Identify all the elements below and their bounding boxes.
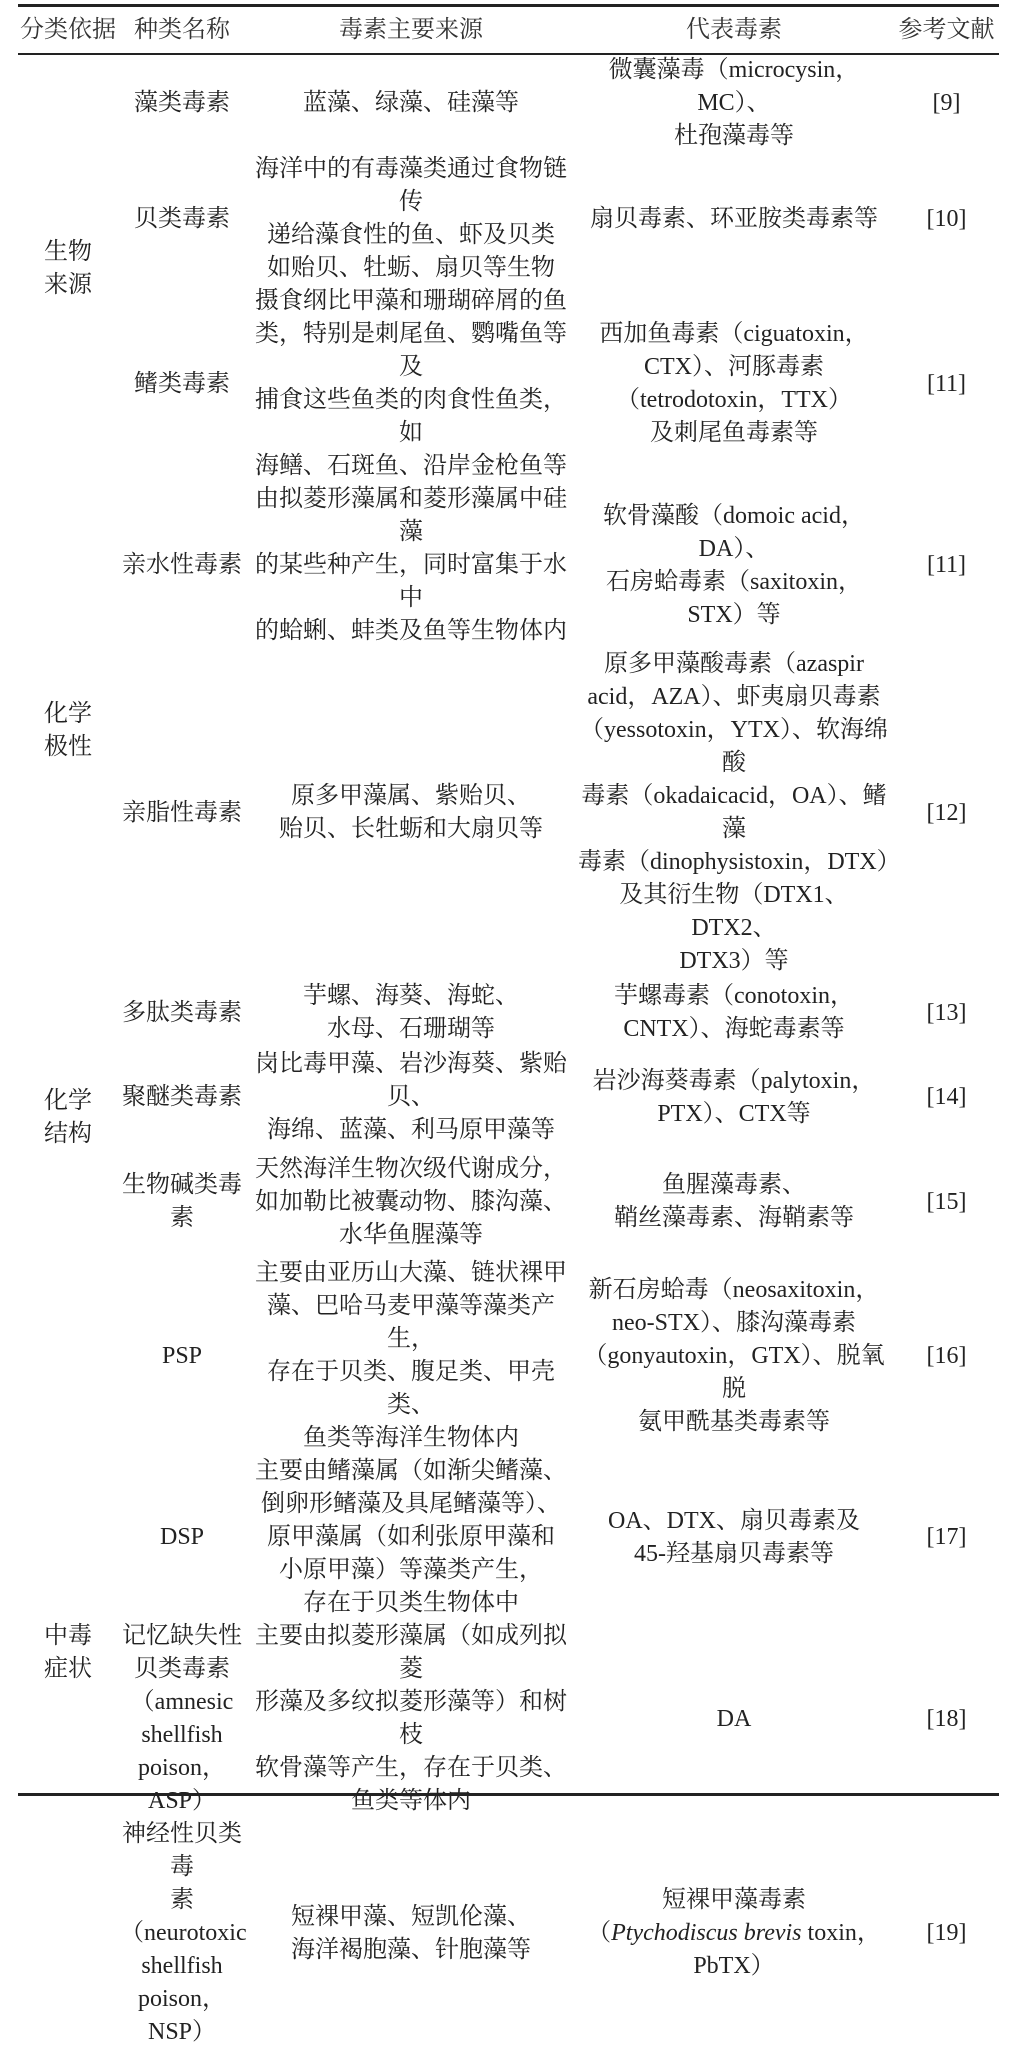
representative-toxin-line: 杜孢藻毒等 xyxy=(674,123,794,149)
group-label-text: 生物来源 xyxy=(44,238,92,298)
toxin-source-line: 水华鱼腥藻等 xyxy=(339,1221,483,1248)
toxin-name-line: poison，ASP） xyxy=(137,1755,226,1814)
toxin-name-line: 神经性贝类毒 xyxy=(122,1821,242,1880)
toxin-name-cell: 藻类毒素 xyxy=(134,90,230,116)
representative-toxin-line: CNTX）、海蛇毒素等 xyxy=(623,1016,845,1042)
table-header-row xyxy=(18,7,999,54)
representative-toxin-cell xyxy=(574,1620,894,1818)
representative-toxin-line: DA xyxy=(716,1705,752,1732)
toxin-source-cell xyxy=(248,1620,574,1818)
reference-cell: [13] xyxy=(926,999,967,1026)
toxin-source-line: 芋螺、海葵、海蛇、 xyxy=(303,983,519,1009)
representative-toxin-line: 鞘丝藻毒素、海鞘素等 xyxy=(614,1205,854,1231)
table-row xyxy=(18,285,999,483)
representative-toxin-line: 软骨藻酸（domoic acid，DA）、 xyxy=(603,502,865,562)
toxin-source-line: 的蛤蜊、蚌类及鱼等生物体内 xyxy=(255,618,567,644)
reference-cell: [10] xyxy=(926,205,967,232)
toxin-name-line: （amnesic xyxy=(130,1689,234,1715)
toxin-source-cell xyxy=(248,1147,574,1257)
table-row xyxy=(18,1257,999,1455)
toxin-name-cell: 生物碱类毒素 xyxy=(122,1172,242,1231)
table-row xyxy=(18,54,999,153)
representative-toxin-line: 微囊藻毒（microcysin，MC）、 xyxy=(608,57,860,116)
representative-toxin-line: DTX3）等 xyxy=(679,948,789,974)
representative-toxin-cell xyxy=(574,1257,894,1455)
representative-toxin-line: 鱼腥藻毒素、 xyxy=(662,1172,806,1198)
table-row xyxy=(18,483,999,648)
toxin-source-cell xyxy=(248,1257,574,1455)
reference-cell: [19] xyxy=(926,1920,967,1946)
toxin-source-line: 摄食纲比甲藻和珊瑚碎屑的鱼 xyxy=(255,288,567,314)
representative-toxin-line: （gonyautoxin，GTX）、脱氧脱 xyxy=(583,1342,885,1402)
toxin-name-cell: 亲水性毒素 xyxy=(122,552,242,578)
toxin-source-line: 的某些种产生，同时富集于水中 xyxy=(255,552,567,611)
table-row xyxy=(18,978,999,1048)
representative-toxin-line: （tetrodotoxin，TTX） xyxy=(616,387,852,413)
toxin-source-cell xyxy=(248,1048,574,1147)
reference-cell: [16] xyxy=(926,1342,967,1369)
table-row xyxy=(18,1147,999,1257)
table-row xyxy=(18,648,999,978)
representative-toxin-cell xyxy=(574,1818,894,2049)
toxin-source-line: 海洋中的有毒藻类通过食物链传 xyxy=(255,156,567,215)
toxin-source-line: 存在于贝类、腹足类、甲壳类、 xyxy=(267,1359,555,1418)
representative-toxin-cell xyxy=(574,1455,894,1620)
toxin-name-line: poison，NSP） xyxy=(137,1986,226,2045)
representative-toxin-line: （yessotoxin，YTX）、软海绵酸 xyxy=(580,717,888,776)
reference-cell: [15] xyxy=(926,1188,967,1215)
reference-cell: [11] xyxy=(926,370,967,397)
species-name: Ptychodiscus brevis xyxy=(611,1920,802,1946)
toxin-source-line: 如加勒比被囊动物、膝沟藻、 xyxy=(255,1188,567,1215)
reference-cell: [18] xyxy=(926,1705,967,1732)
table-row xyxy=(18,1620,999,1818)
toxin-source-cell xyxy=(248,1455,574,1620)
toxin-name-cell: PSP xyxy=(161,1342,203,1369)
representative-toxin-line: 岩沙海葵毒素（palytoxin， xyxy=(592,1067,876,1094)
toxin-source-line: 水母、石珊瑚等 xyxy=(327,1016,495,1042)
toxin-source-line: 递给藻食性的鱼、虾及贝类 xyxy=(267,222,555,248)
toxin-source-line: 主要由拟菱形藻属（如成列拟菱 xyxy=(255,1623,567,1682)
toxin-name-cell xyxy=(116,1818,248,2049)
toxin-name-line: shellfish xyxy=(141,1953,223,1979)
toxin-source-line: 海鳝、石斑鱼、沿岸金枪鱼等 xyxy=(255,453,567,479)
table-row xyxy=(18,1048,999,1147)
toxin-source-line: 主要由亚历山大藻、链状裸甲 xyxy=(255,1260,567,1286)
reference-cell: [9] xyxy=(932,90,961,116)
representative-toxin-line: 芋螺毒素（conotoxin， xyxy=(614,983,854,1009)
representative-toxin-line: 及其衍生物（DTX1、DTX2、 xyxy=(619,882,849,941)
toxin-source-line: 岗比毒甲藻、岩沙海葵、紫贻贝、 xyxy=(255,1051,567,1110)
toxin-source-cell xyxy=(248,153,574,285)
toxin-source-line: 蓝藻、绿藻、硅藻等 xyxy=(303,90,519,116)
toxin-source-line: 类，特别是刺尾鱼、鹦嘴鱼等及 xyxy=(255,321,567,380)
representative-toxin-line: 新石房蛤毒（neosaxitoxin， xyxy=(588,1276,880,1303)
toxin-name-line: 贝类毒素 xyxy=(134,1656,230,1682)
group-label xyxy=(18,54,116,483)
toxin-source-line: 原甲藻属（如利张原甲藻和 xyxy=(267,1524,555,1550)
representative-toxin-line: PTX）、CTX等 xyxy=(657,1100,811,1127)
representative-toxin-line: 毒素（okadaicacid，OA）、鳍藻 xyxy=(581,783,887,842)
toxin-source-line: 主要由鳍藻属（如渐尖鳍藻、 xyxy=(255,1458,567,1484)
header-source: 毒素主要来源 xyxy=(339,17,483,43)
representative-toxin-line: 氨甲酰基类毒素等 xyxy=(638,1408,830,1435)
toxin-name-cell xyxy=(116,1620,248,1818)
representative-toxin-cell xyxy=(574,978,894,1048)
toxin-source-line: 海洋褐胞藻、针胞藻等 xyxy=(291,1936,531,1963)
group-label xyxy=(18,978,116,1257)
header-representative: 代表毒素 xyxy=(686,17,782,43)
representative-toxin-cell xyxy=(574,1147,894,1257)
header-name: 种类名称 xyxy=(134,17,230,43)
toxin-name-cell: 亲脂性毒素 xyxy=(122,799,242,826)
toxin-source-cell xyxy=(248,54,574,153)
representative-toxin-cell xyxy=(574,483,894,648)
header-basis: 分类依据 xyxy=(20,17,116,43)
table-row xyxy=(18,153,999,285)
reference-cell: [17] xyxy=(926,1524,967,1550)
group-label xyxy=(18,483,116,978)
toxin-source-cell xyxy=(248,978,574,1048)
group-label-text: 中毒症状 xyxy=(44,1623,92,1682)
toxin-source-line: 藻、巴哈马麦甲藻等藻类产生， xyxy=(267,1293,555,1352)
toxin-source-line: 短裸甲藻、短凯伦藻、 xyxy=(291,1903,531,1930)
toxin-source-line: 形藻及多纹拟菱形藻等）和树枝 xyxy=(255,1689,567,1748)
reference-cell: [11] xyxy=(926,552,967,578)
representative-toxin-line: CTX）、河豚毒素 xyxy=(644,354,824,380)
header-ref: 参考文献 xyxy=(898,17,995,43)
group-label xyxy=(18,1257,116,2049)
toxin-source-cell xyxy=(248,483,574,648)
representative-toxin-line: 短裸甲藻毒素 xyxy=(662,1887,806,1913)
toxin-source-cell xyxy=(248,285,574,483)
toxin-source-line: 鱼类等海洋生物体内 xyxy=(303,1425,519,1451)
representative-toxin-line: neo-STX）、膝沟藻毒素 xyxy=(612,1309,856,1336)
toxin-source-line: 小原甲藻）等藻类产生， xyxy=(279,1557,543,1583)
toxin-source-line: 贻贝、长牡蛎和大扇贝等 xyxy=(279,816,543,842)
representative-toxin-line: 西加鱼毒素（ciguatoxin， xyxy=(599,321,869,347)
reference-cell: [12] xyxy=(926,799,967,826)
representative-toxin-line: 原多甲藻酸毒素（azaspir xyxy=(604,651,864,677)
toxin-source-line: 原多甲藻属、紫贻贝、 xyxy=(291,783,531,809)
representative-toxin-cell xyxy=(574,1048,894,1147)
table-body xyxy=(18,54,999,2049)
representative-toxin-cell xyxy=(574,153,894,285)
toxin-source-line: 海绵、蓝藻、利马原甲藻等 xyxy=(267,1117,555,1143)
toxin-name-cell: DSP xyxy=(159,1524,205,1550)
representative-toxin-line: OA、DTX、扇贝毒素及 xyxy=(608,1507,860,1534)
representative-toxin-cell xyxy=(574,648,901,978)
toxin-name-cell: 多肽类毒素 xyxy=(122,999,242,1026)
toxin-source-cell xyxy=(248,648,574,978)
toxin-source-line: 由拟菱形藻属和菱形藻属中硅藻 xyxy=(255,486,567,545)
representative-toxin-line: 毒素（dinophysistoxin，DTX） xyxy=(578,849,901,875)
toxin-name-line: 素（neurotoxic xyxy=(120,1887,247,1946)
representative-toxin-line: 及刺尾鱼毒素等 xyxy=(650,420,818,446)
toxin-name-cell: 鳍类毒素 xyxy=(134,370,230,397)
toxin-source-line: 倒卵形鳍藻及具尾鳍藻等）、 xyxy=(261,1491,561,1517)
toxin-source-line: 鱼类等体内 xyxy=(351,1788,471,1814)
toxin-source-line: 捕食这些鱼类的肉食性鱼类，如 xyxy=(255,387,567,446)
toxin-source-line: 软骨藻等产生，存在于贝类、 xyxy=(255,1755,567,1781)
toxin-name-cell: 贝类毒素 xyxy=(134,205,230,232)
toxin-name-line: shellfish xyxy=(141,1722,223,1748)
representative-toxin-line: PbTX） xyxy=(693,1953,775,1979)
table-row xyxy=(18,1818,999,2049)
toxin-name-line: 记忆缺失性 xyxy=(122,1623,242,1649)
group-label-text: 化学极性 xyxy=(44,700,92,760)
toxin-name-cell: 聚醚类毒素 xyxy=(122,1084,242,1110)
toxin-classification-table xyxy=(18,7,999,2049)
representative-toxin-line: acid，AZA）、虾夷扇贝毒素 xyxy=(587,684,881,710)
representative-toxin-line: 石房蛤毒素（saxitoxin，STX）等 xyxy=(606,568,862,628)
toxin-source-line: 存在于贝类生物体中 xyxy=(303,1590,519,1616)
representative-toxin-line: （Ptychodiscus brevis toxin， xyxy=(587,1920,881,1946)
representative-toxin-line: 扇贝毒素、环亚胺类毒素等 xyxy=(590,205,878,232)
representative-toxin-cell xyxy=(574,285,894,483)
toxin-source-cell xyxy=(248,1818,574,2049)
reference-cell: [14] xyxy=(926,1084,967,1110)
toxin-source-line: 天然海洋生物次级代谢成分， xyxy=(255,1155,567,1182)
toxin-source-line: 如贻贝、牡蛎、扇贝等生物 xyxy=(267,255,555,281)
group-label-text: 化学结构 xyxy=(44,1087,92,1147)
representative-toxin-cell xyxy=(574,54,894,153)
table-row xyxy=(18,1455,999,1620)
representative-toxin-line: 45-羟基扇贝毒素等 xyxy=(634,1540,834,1567)
